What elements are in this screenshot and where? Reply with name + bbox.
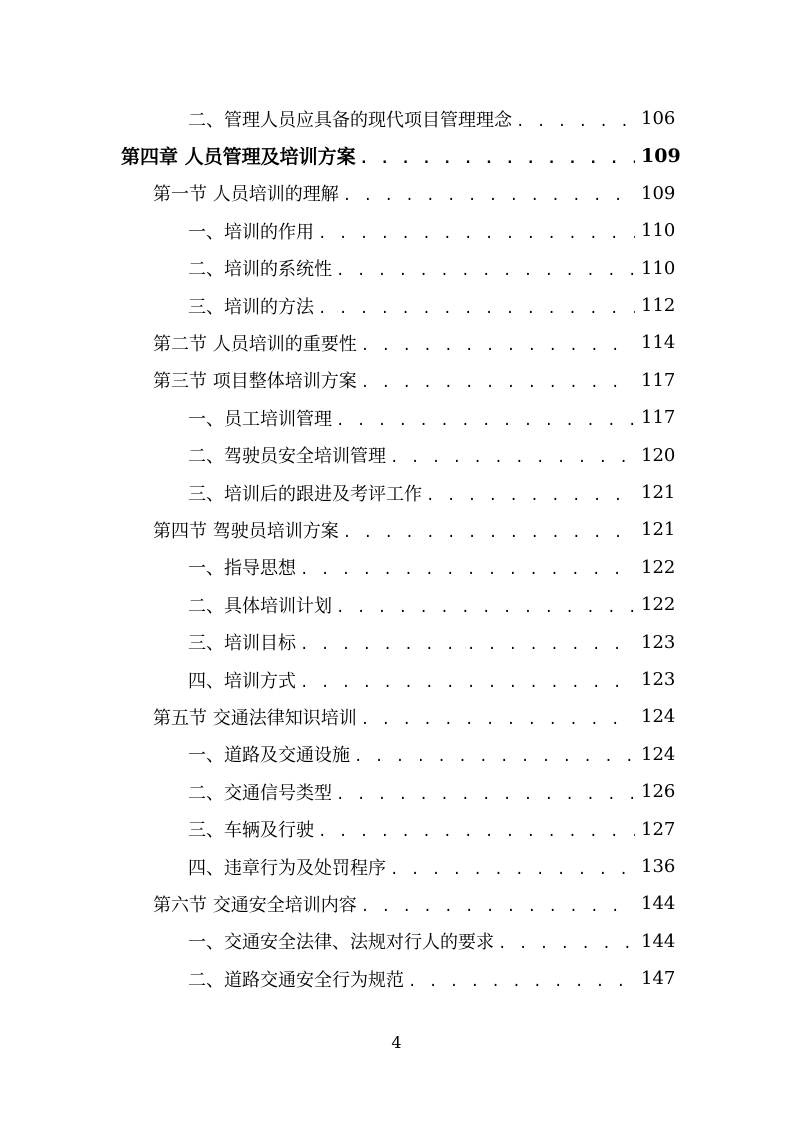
toc-entry-title: 二、培训的系统性 xyxy=(188,259,332,281)
toc-entry-page: 121 xyxy=(641,482,676,503)
toc-entry-page: 144 xyxy=(641,930,676,952)
toc-entry-page: 122 xyxy=(641,556,676,578)
toc-entry[interactable] xyxy=(121,137,681,174)
toc-leader-dots xyxy=(300,675,635,691)
toc-entry-title: 二、具体培训计划 xyxy=(188,595,332,617)
toc-entry[interactable] xyxy=(188,212,675,249)
toc-entry-title: 第一节 人员培训的理解 xyxy=(153,184,339,206)
toc-entry-page: 123 xyxy=(641,669,676,690)
toc-entry-title: 第六节 交通安全培训内容 xyxy=(153,894,357,916)
toc-leader-dots xyxy=(361,338,635,354)
toc-entry-page: 117 xyxy=(641,407,676,429)
toc-entry-title: 一、道路及交通设施 xyxy=(188,745,350,767)
toc-entry[interactable] xyxy=(188,100,675,137)
toc-entry-page: 136 xyxy=(641,856,676,877)
toc-entry[interactable] xyxy=(153,698,675,735)
toc-entry[interactable] xyxy=(188,624,675,661)
toc-leader-dots xyxy=(318,824,635,840)
toc-entry[interactable] xyxy=(188,437,675,474)
toc-leader-dots xyxy=(361,712,635,728)
toc-entry-title: 四、培训方式 xyxy=(188,670,296,692)
toc-entry-page: 123 xyxy=(641,631,676,653)
toc-entry[interactable] xyxy=(188,773,675,810)
toc-leader-dots xyxy=(343,188,635,204)
toc-entry[interactable] xyxy=(188,250,675,287)
toc-entry[interactable] xyxy=(153,885,675,922)
toc-entry-title: 三、培训后的跟进及考评工作 xyxy=(188,483,422,505)
toc-leader-dots xyxy=(360,151,635,167)
toc-entry[interactable] xyxy=(153,175,675,212)
toc-entry-title: 第三节 项目整体培训方案 xyxy=(153,371,357,393)
toc-leader-dots xyxy=(408,974,635,990)
toc-entry[interactable] xyxy=(188,960,675,997)
toc-entry-title: 一、指导思想 xyxy=(188,558,296,580)
toc-entry-page: 127 xyxy=(641,818,676,840)
toc-entry[interactable] xyxy=(188,287,675,324)
toc-entry-page: 114 xyxy=(641,332,676,354)
toc-leader-dots xyxy=(318,301,635,317)
toc-entry-title: 三、培训目标 xyxy=(188,633,296,655)
toc-entry-page: 124 xyxy=(641,706,676,728)
toc-entry-title: 三、培训的方法 xyxy=(188,296,314,318)
toc-leader-dots xyxy=(361,899,635,915)
toc-entry[interactable] xyxy=(188,848,675,885)
toc-entry-page: 112 xyxy=(641,295,676,316)
toc-leader-dots xyxy=(354,749,635,765)
toc-entry[interactable] xyxy=(153,324,675,361)
toc-entry-title: 一、员工培训管理 xyxy=(188,408,332,430)
toc-entry[interactable] xyxy=(188,811,675,848)
toc-entry-page: 120 xyxy=(641,444,676,466)
toc-entry-page: 109 xyxy=(641,182,676,204)
toc-entry-page: 126 xyxy=(641,781,676,803)
toc-entry[interactable] xyxy=(188,399,675,436)
page-number: 4 xyxy=(391,1033,402,1052)
toc-entry-page: 117 xyxy=(641,369,676,391)
toc-leader-dots xyxy=(498,936,635,952)
toc-entry[interactable] xyxy=(188,661,675,698)
toc-entry-page: 144 xyxy=(641,893,676,915)
toc-entry[interactable] xyxy=(188,586,675,623)
toc-entry[interactable] xyxy=(188,549,675,586)
toc-entry[interactable] xyxy=(153,511,675,548)
toc-entry-title: 三、车辆及行驶 xyxy=(188,820,314,842)
toc-entry-page: 110 xyxy=(641,257,676,279)
toc-entry[interactable] xyxy=(188,736,675,773)
toc-leader-dots xyxy=(336,263,635,279)
toc-leader-dots xyxy=(390,862,635,878)
toc-entry-page: 121 xyxy=(641,519,676,541)
toc-entry-page: 147 xyxy=(641,968,676,990)
toc-entry-title: 第四章 人员管理及培训方案 xyxy=(121,146,356,169)
toc-entry[interactable] xyxy=(153,362,675,399)
toc-entry-title: 一、培训的作用 xyxy=(188,221,314,243)
toc-entry-title: 四、违章行为及处罚程序 xyxy=(188,857,386,879)
toc-entry-title: 第二节 人员培训的重要性 xyxy=(153,333,357,355)
toc-entry-title: 二、管理人员应具备的现代项目管理理念 xyxy=(188,109,512,131)
toc-leader-dots xyxy=(361,375,635,391)
toc-entry-page: 122 xyxy=(641,594,676,616)
toc-entry[interactable] xyxy=(188,923,675,960)
toc-entry-title: 二、驾驶员安全培训管理 xyxy=(188,446,386,468)
toc-leader-dots xyxy=(336,787,635,803)
toc-leader-dots xyxy=(343,525,635,541)
toc-entry[interactable] xyxy=(188,474,675,511)
toc-leader-dots xyxy=(300,637,635,653)
toc-entry-title: 第五节 交通法律知识培训 xyxy=(153,707,357,729)
toc-entry-title: 二、交通信号类型 xyxy=(188,782,332,804)
toc-leader-dots xyxy=(300,562,635,578)
toc-leader-dots xyxy=(336,600,635,616)
toc-entry-title: 一、交通安全法律、法规对行人的要求 xyxy=(188,932,494,954)
toc-leader-dots xyxy=(426,488,635,504)
toc-leader-dots xyxy=(516,114,635,130)
toc-leader-dots xyxy=(336,413,635,429)
toc-entry-title: 第四节 驾驶员培训方案 xyxy=(153,520,339,542)
toc-entry-page: 109 xyxy=(641,144,681,167)
toc-entry-title: 二、道路交通安全行为规范 xyxy=(188,969,404,991)
toc-leader-dots xyxy=(318,226,635,242)
toc-entry-page: 106 xyxy=(641,108,676,129)
toc-leader-dots xyxy=(390,450,635,466)
toc-entry-page: 124 xyxy=(641,743,676,765)
toc-entry-page: 110 xyxy=(641,220,676,242)
